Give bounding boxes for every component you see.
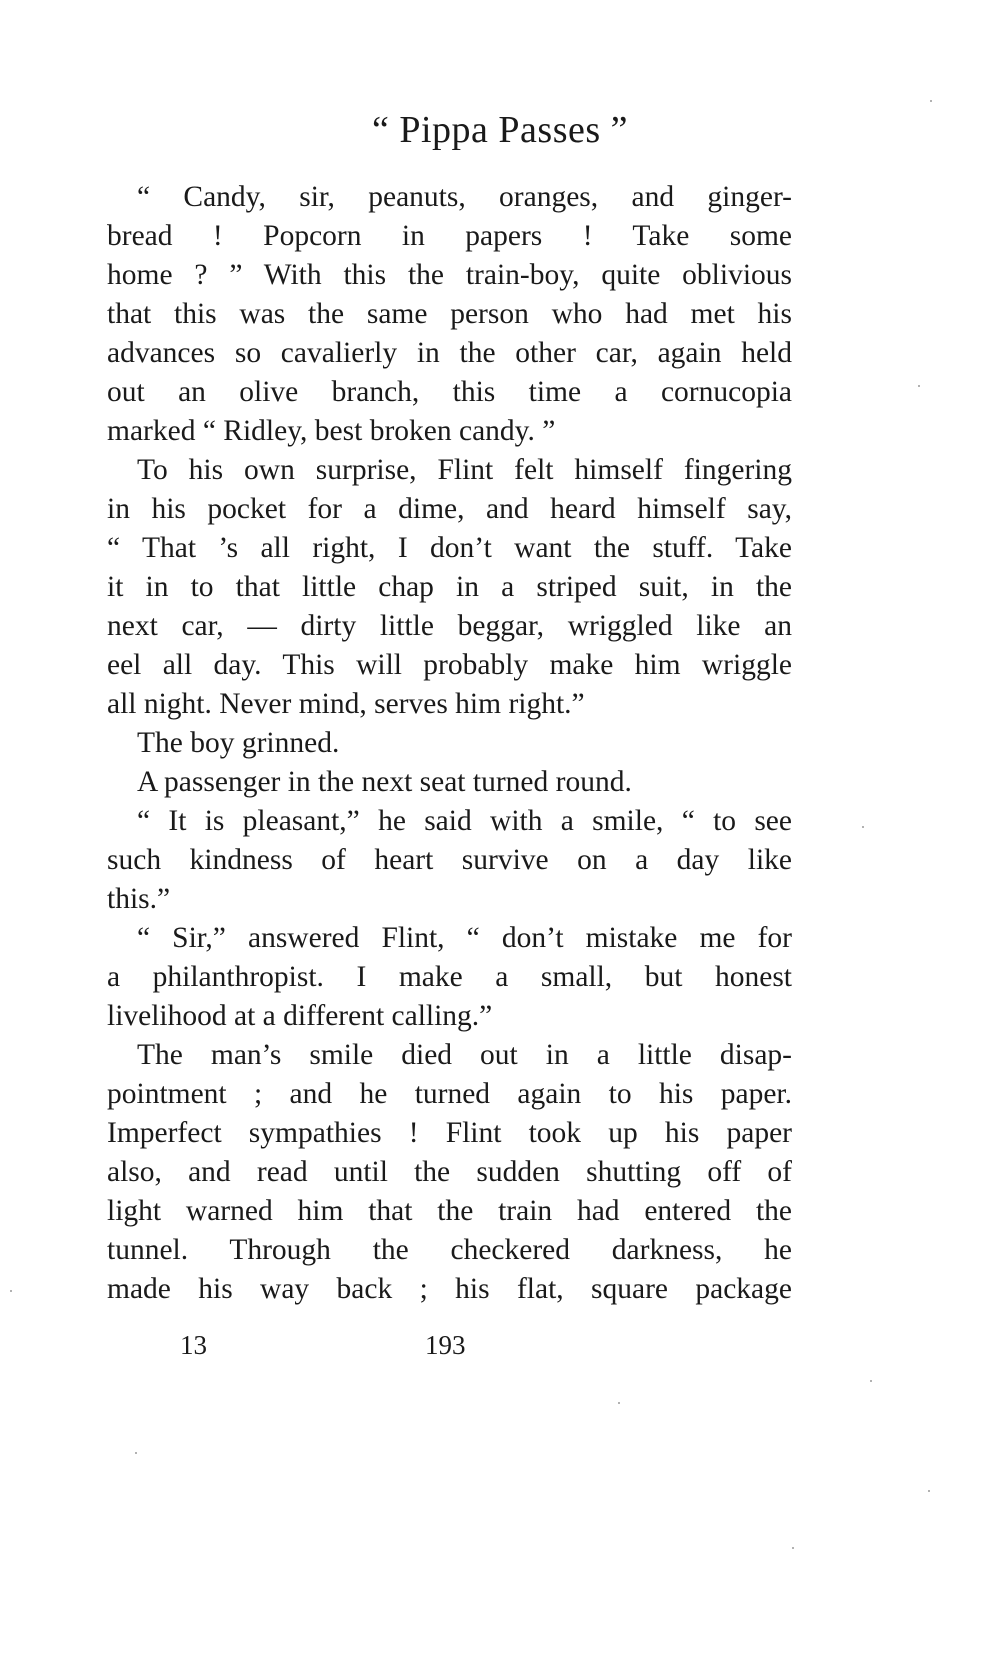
text-line: it in to that little chap in a striped suit, in the	[107, 571, 792, 603]
text-line: “ That ’s all right, I don’t want the stuff. Take	[107, 532, 792, 564]
text-line: such kindness of heart survive on a day like	[107, 844, 792, 876]
text-line: made his way back ; his flat, square package	[107, 1273, 792, 1305]
scan-speck	[928, 1490, 930, 1492]
scan-speck	[618, 1402, 620, 1404]
text-line: marked “ Ridley, best broken candy. ”	[107, 415, 556, 447]
text-line: eel all day. This will probably make him wriggle	[107, 649, 792, 681]
text-line: advances so cavalierly in the other car, again held	[107, 337, 792, 369]
page-number: 193	[425, 1330, 466, 1360]
signature-mark: 13	[180, 1330, 207, 1360]
text-line: all night. Never mind, serves him right.”	[107, 688, 585, 720]
text-line: “ Candy, sir, peanuts, oranges, and ginger-	[137, 181, 792, 213]
text-line: this.”	[107, 883, 171, 915]
text-line: “ It is pleasant,” he said with a smile, “ to see	[137, 805, 792, 837]
text-line: home ? ” With this the train-boy, quite oblivious	[107, 259, 792, 291]
text-line: “ Sir,” answered Flint, “ don’t mistake me for	[137, 922, 792, 954]
text-line: livelihood at a different calling.”	[107, 1000, 493, 1032]
text-line: bread ! Popcorn in papers ! Take some	[107, 220, 792, 252]
text-line: tunnel. Through the checkered darkness, he	[107, 1234, 792, 1266]
scan-speck	[10, 1290, 12, 1292]
text-line: pointment ; and he turned again to his paper.	[107, 1078, 792, 1110]
scan-speck	[918, 385, 920, 387]
page-title: “ Pippa Passes ”	[371, 109, 629, 151]
text-line: The boy grinned.	[137, 727, 340, 759]
text-line: To his own surprise, Flint felt himself fingering	[137, 454, 792, 486]
text-line: a philanthropist. I make a small, but honest	[107, 961, 792, 993]
text-line: Imperfect sympathies ! Flint took up his paper	[107, 1117, 792, 1149]
text-line: next car, — dirty little beggar, wriggled like an	[107, 610, 792, 642]
text-line: in his pocket for a dime, and heard himself say,	[107, 493, 792, 525]
text-line: A passenger in the next seat turned round.	[137, 766, 632, 798]
text-line: also, and read until the sudden shutting off of	[107, 1156, 792, 1188]
scan-speck	[870, 1380, 872, 1382]
scan-speck	[862, 826, 864, 828]
scan-speck	[135, 1452, 137, 1454]
text-line: that this was the same person who had met his	[107, 298, 792, 330]
scan-speck	[930, 100, 932, 102]
scan-speck	[792, 1547, 794, 1549]
text-line: out an olive branch, this time a cornucopia	[107, 376, 792, 408]
text-line: The man’s smile died out in a little disap-	[137, 1039, 792, 1071]
text-line: light warned him that the train had entered the	[107, 1195, 792, 1227]
